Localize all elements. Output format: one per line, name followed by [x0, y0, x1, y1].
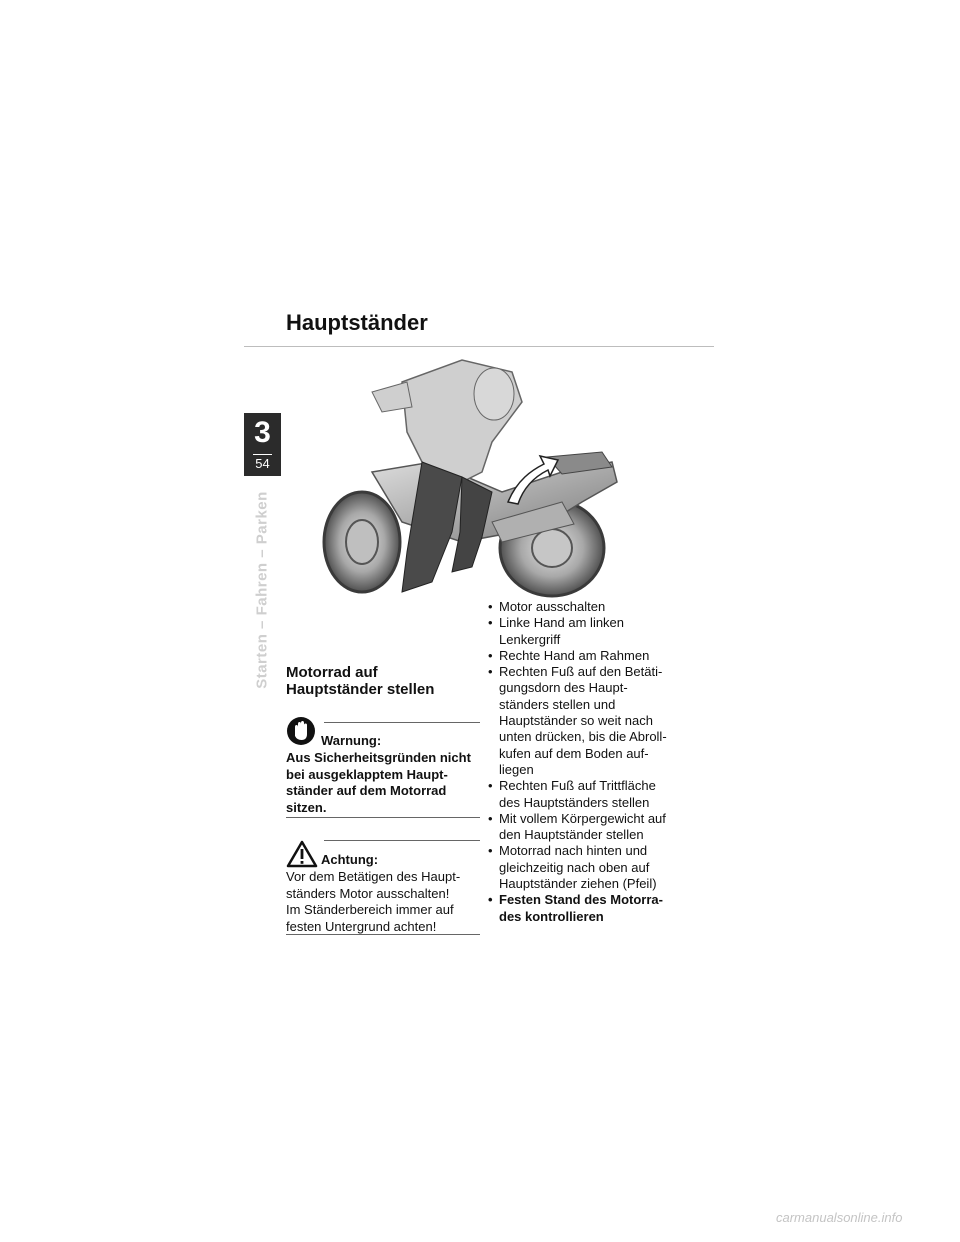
bullet: •: [488, 615, 493, 631]
step-line: Motor ausschalten: [499, 599, 606, 614]
caution-line: Vor dem Betätigen des Haupt-: [286, 869, 461, 884]
step-item: [488, 843, 694, 892]
step-item: [488, 648, 694, 664]
section-heading-line2: Hauptständer stellen: [286, 681, 435, 698]
title-rule: [244, 346, 714, 347]
step-item: [488, 892, 694, 925]
caution-line: Im Ständerbereich immer auf: [286, 902, 454, 917]
step-line: gungsdorn des Haupt-: [499, 680, 628, 696]
step-line: Rechte Hand am Rahmen: [499, 647, 650, 663]
bullet: •: [488, 892, 493, 908]
warning-text: [286, 750, 482, 816]
warning-label: Warnung:: [321, 733, 382, 748]
step-line: Hauptständer so weit nach: [499, 713, 653, 729]
chapter-side-label: Starten – Fahren – Parken: [253, 491, 271, 689]
step-line: unten drücken, bis die Abroll-: [499, 729, 667, 745]
step-line: Motorrad nach hinten und: [499, 843, 648, 859]
step-line: den Hauptständer stellen: [499, 827, 644, 843]
step-line: Linke Hand am linken: [499, 615, 625, 631]
steps-list-container: [488, 599, 694, 925]
exclamation-triangle-icon: [286, 840, 318, 868]
caution-text: [286, 869, 482, 935]
step-item: [488, 615, 694, 648]
caution-line: ständers Motor ausschalten!: [286, 885, 450, 901]
step-line: Hauptständer ziehen (Pfeil): [499, 876, 657, 892]
section-heading-line1: Motorrad auf: [286, 664, 378, 681]
step-line: gleichzeitig nach oben auf: [499, 859, 650, 875]
step-line: Mit vollem Körpergewicht auf: [499, 810, 666, 826]
motorcycle-illustration: [312, 352, 628, 608]
page-title: Hauptständer: [286, 310, 428, 335]
step-item: [488, 778, 694, 811]
watermark: carmanualsonline.info: [776, 1210, 903, 1225]
step-line: liegen: [499, 761, 534, 777]
bullet: •: [488, 810, 493, 826]
warning-top-rule: [324, 722, 480, 723]
warning-line: Aus Sicherheitsgründen nicht: [286, 750, 471, 765]
step-item: [488, 599, 694, 615]
caution-bottom-rule: [286, 934, 480, 935]
step-line: des kontrollieren: [499, 908, 604, 924]
step-line: kufen auf dem Boden auf-: [499, 745, 649, 761]
bullet: •: [488, 843, 493, 859]
bullet: •: [488, 664, 493, 680]
step-line: des Hauptständers stellen: [499, 794, 650, 810]
chapter-number: 3: [254, 416, 271, 449]
warning-bottom-rule: [286, 817, 480, 818]
chapter-tab: [244, 413, 281, 476]
bullet: •: [488, 778, 493, 794]
step-line: Festen Stand des Motorra-: [499, 892, 663, 908]
step-line: Lenkergriff: [499, 631, 561, 647]
step-line: Rechten Fuß auf Trittfläche: [499, 778, 656, 794]
section-heading: [286, 664, 480, 698]
warning-line: ständer auf dem Motorrad: [286, 783, 447, 798]
step-line: ständers stellen und: [499, 696, 616, 712]
caution-line: festen Untergrund achten!: [286, 918, 437, 934]
bullet: •: [488, 599, 493, 614]
hand-stop-icon: [286, 716, 316, 746]
warning-line: bei ausgeklapptem Haupt-: [286, 766, 448, 782]
page-number: 54: [255, 456, 270, 471]
step-item: [488, 811, 694, 844]
bullet: •: [488, 647, 493, 663]
step-item: [488, 664, 694, 778]
warning-line: sitzen.: [286, 799, 327, 815]
step-line: Rechten Fuß auf den Betäti-: [499, 664, 663, 680]
caution-label: Achtung:: [321, 852, 379, 867]
caution-top-rule: [324, 840, 480, 841]
steps-list: [488, 599, 694, 925]
